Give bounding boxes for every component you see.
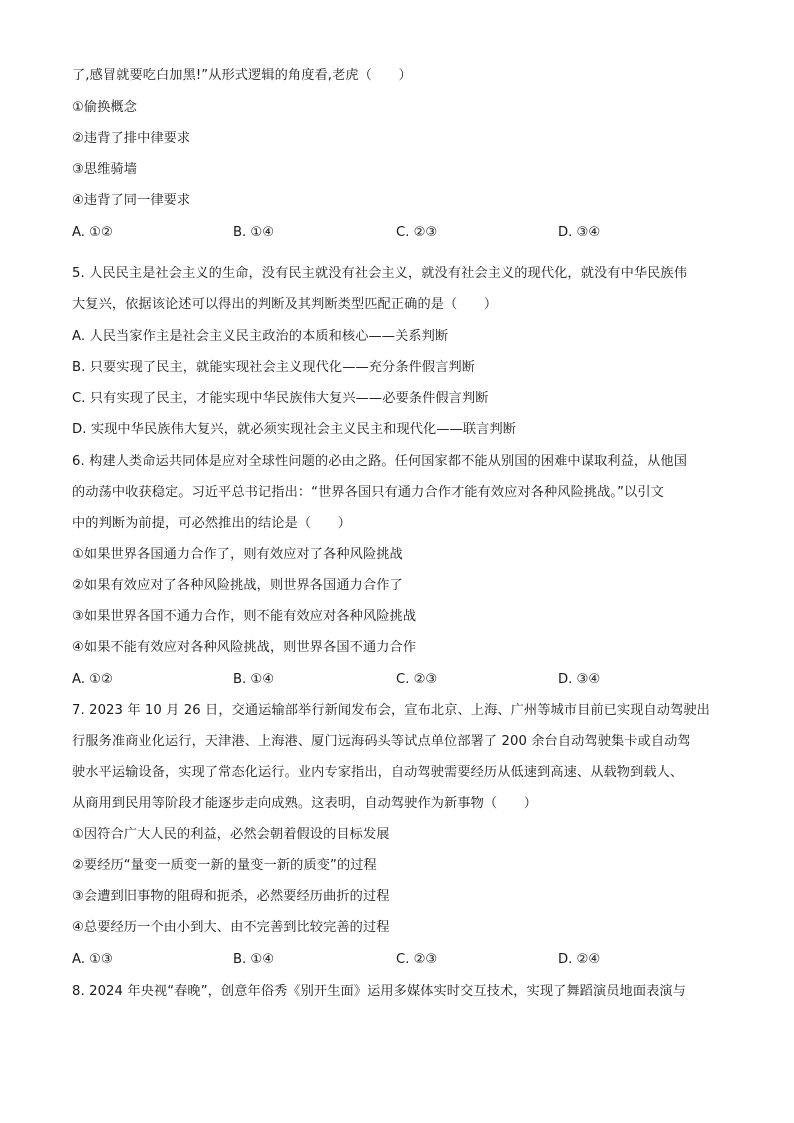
q6-option-c: C. ②③	[396, 672, 438, 687]
q6-stem-line-2: 的动荡中收获稳定。习近平总书记指出：“世界各国只有通力合作才能有效应对各种风险挑战。”以引文	[72, 485, 664, 500]
q7-item-1: ①因符合广大人民的利益，必然会朝着假设的目标发展	[72, 827, 390, 842]
q4-option-a: A. ①②	[72, 225, 113, 240]
q6-item-3: ③如果世界各国不通力合作，则不能有效应对各种风险挑战	[72, 609, 417, 624]
q4-option-c: C. ②③	[396, 225, 438, 240]
q4-item-3: ③思维骑墙	[72, 162, 138, 177]
q6-item-2: ②如果有效应对了各种风险挑战，则世界各国通力合作了	[72, 578, 403, 593]
q6-item-1: ①如果世界各国通力合作了，则有效应对了各种风险挑战	[72, 547, 403, 562]
q7-option-a: A. ①③	[72, 952, 113, 967]
q7-item-3: ③会遭到旧事物的阻碍和扼杀，必然要经历曲折的过程	[72, 889, 390, 904]
q4-option-b: B. ①④	[233, 225, 275, 240]
q7-item-4: ④总要经历一个由小到大、由不完善到比较完善的过程	[72, 920, 390, 935]
q4-stem: 了,感冒就要吃白加黑!”从形式逻辑的角度看,老虎（ ）	[72, 68, 412, 83]
q6-stem-line-1: 6. 构建人类命运共同体是应对全球性问题的必由之路。任何国家都不能从别国的困难中谋取利益，从他国	[72, 454, 688, 469]
q5-stem-line-1: 5. 人民民主是社会主义的生命，没有民主就没有社会主义，就没有社会主义的现代化，就没有中华民族伟	[72, 266, 688, 281]
q4-option-d: D. ③④	[558, 225, 601, 240]
q5-option-b: B. 只要实现了民主，就能实现社会主义现代化——充分条件假言判断	[72, 360, 476, 375]
q4-item-2: ②违背了排中律要求	[72, 131, 191, 146]
q8-stem-line-1: 8. 2024 年央视“春晚”，创意年俗秀《别开生面》运用多媒体实时交互技术，实现了舞蹈演员地面表演与	[72, 984, 686, 999]
q5-option-d: D. 实现中华民族伟大复兴，就必须实现社会主义民主和现代化——联言判断	[72, 422, 517, 437]
q6-option-a: A. ①②	[72, 672, 113, 687]
q7-item-2: ②要经历“量变一质变一新的量变一新的质变”的过程	[72, 858, 377, 873]
q5-stem-line-2: 大复兴，依据该论述可以得出的判断及其判断类型匹配正确的是（ ）	[72, 297, 498, 312]
q7-stem-line-1: 7. 2023 年 10 月 26 日，交通运输部举行新闻发布会，宣布北京、上海、广州等城市目前已实现自动驾驶出	[72, 703, 710, 718]
q6-item-4: ④如果不能有效应对各种风险挑战，则世界各国不通力合作	[72, 640, 417, 655]
q7-stem-line-2: 行服务准商业化运行，天津港、上海港、厦门远海码头等试点单位部署了 200 余台自动驾驶集卡或自动驾	[72, 734, 691, 749]
q7-stem-line-3: 驶水平运输设备，实现了常态化运行。业内专家指出，自动驾驶需要经历从低速到高速、从载物到载人、	[72, 765, 684, 780]
q7-option-b: B. ①④	[233, 952, 275, 967]
q4-item-4: ④违背了同一律要求	[72, 193, 191, 208]
q6-stem-line-3: 中的判断为前提，可必然推出的结论是（ ）	[72, 516, 352, 531]
q5-option-c: C. 只有实现了民主，才能实现中华民族伟大复兴——必要条件假言判断	[72, 391, 489, 406]
q5-option-a: A. 人民当家作主是社会主义民主政治的本质和核心——关系判断	[72, 329, 449, 344]
q4-item-1: ①偷换概念	[72, 100, 138, 115]
q7-stem-line-4: 从商用到民用等阶段才能逐步走向成熟。这表明，自动驾驶作为新事物（ ）	[72, 796, 538, 811]
q6-option-d: D. ③④	[558, 672, 601, 687]
q7-option-c: C. ②③	[396, 952, 438, 967]
q7-option-d: D. ②④	[558, 952, 601, 967]
q6-option-b: B. ①④	[233, 672, 275, 687]
